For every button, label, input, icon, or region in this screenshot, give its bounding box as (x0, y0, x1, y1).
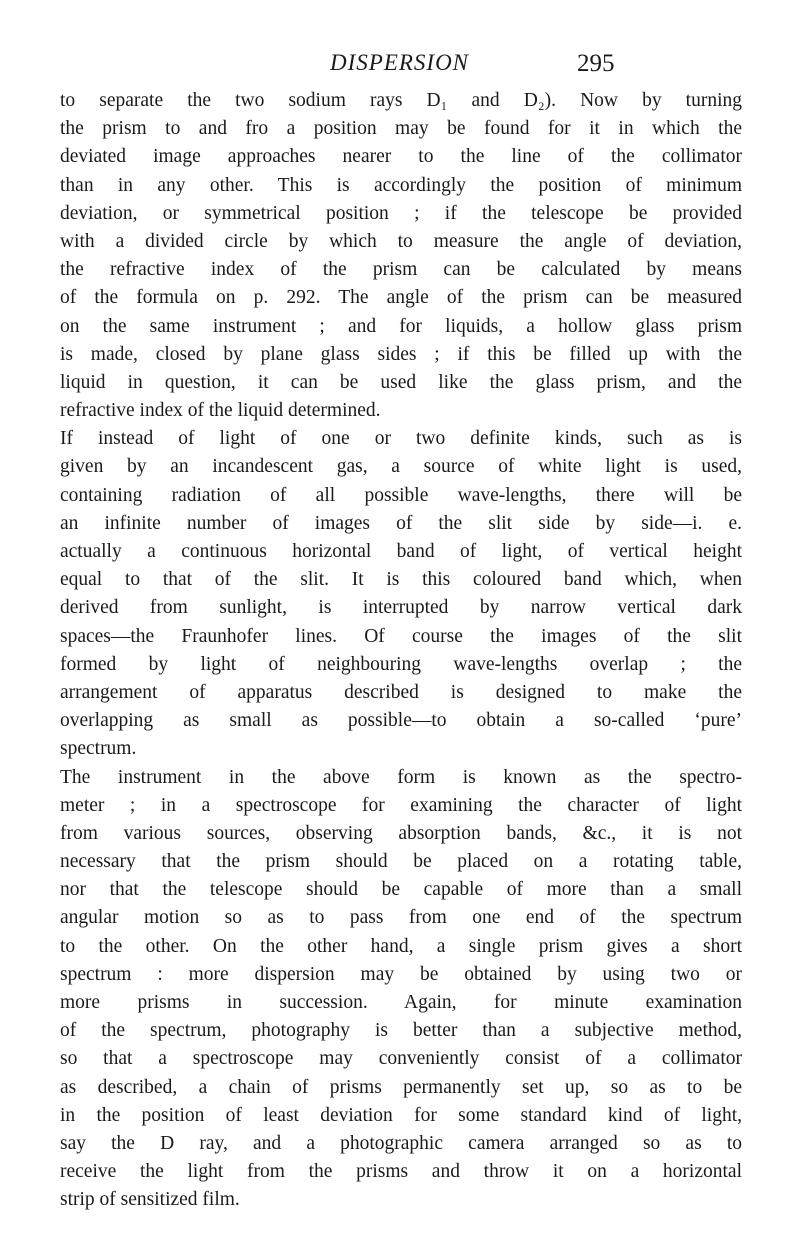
text-line: more prisms in succession. Again, for minute examination (60, 992, 742, 1013)
text-line: nor that the telescope should be capable of more than a small (60, 879, 742, 901)
text-line: formed by light of neighbouring wave-lengths overlap ; the (60, 653, 742, 675)
text-line: than in any other. This is accordingly the position of minimum (60, 174, 742, 196)
text-line: deviation, or symmetrical position ; if the telescope be provided (60, 202, 742, 224)
text-line: If instead of light of one or two definite kinds, such as is (60, 428, 742, 450)
text-line: given by an incandescent gas, a source of white light is used, (60, 456, 742, 478)
text-line: on the same instrument ; and for liquids, a hollow glass prism (60, 315, 742, 337)
text-line: actually a continuous horizontal band of light, of vertical height (60, 541, 742, 562)
text-line: with a divided circle by which to measure the angle of deviation, (60, 230, 742, 252)
text-line: of the formula on p. 292. The angle of the prism can be measured (60, 287, 742, 309)
text-line: arrangement of apparatus described is designed to make the (60, 681, 742, 703)
text-line: to the other. On the other hand, a single prism gives a short (60, 935, 742, 957)
text-line: from various sources, observing absorption bands, &c., it is not (60, 822, 742, 844)
text-line: overlapping as small as possible—to obtain a so-called ‘pure’ (60, 710, 742, 732)
text-line: is made, closed by plane glass sides ; if this be filled up with the (60, 343, 742, 365)
text-line: derived from sunlight, is interrupted by narrow vertical dark (60, 597, 742, 619)
text-line: deviated image approaches nearer to the line of the collimator (60, 146, 742, 168)
text-line: strip of sensitized film. (60, 1189, 240, 1211)
text-line: spectrum. (60, 738, 137, 760)
text-line: spectrum : more dispersion may be obtained by using two or (60, 963, 742, 985)
page-header (0, 50, 800, 90)
body-text (60, 87, 742, 1215)
text-line: to separate the two sodium rays D₁ and D₂). Now by turning (60, 90, 742, 111)
text-line: meter ; in a spectroscope for examining the character of light (60, 794, 742, 816)
running-title: DISPERSION (330, 50, 470, 75)
text-line: liquid in question, it can be used like the glass prism, and the (60, 371, 742, 393)
text-line: the prism to and fro a position may be found for it in which the (60, 118, 742, 140)
text-line: say the D ray, and a photographic camera arranged so as to (60, 1132, 742, 1154)
text-line: as described, a chain of prisms permanently set up, so as to be (60, 1076, 742, 1098)
text-line: equal to that of the slit. It is this coloured band which, when (60, 569, 742, 591)
text-line: the refractive index of the prism can be calculated by means (60, 259, 742, 281)
text-line: necessary that the prism should be placed on a rotating table, (60, 851, 742, 873)
text-line: so that a spectroscope may conveniently consist of a collimator (60, 1048, 742, 1070)
text-line: in the position of least deviation for some standard kind of light, (60, 1104, 742, 1126)
text-line: of the spectrum, photography is better than a subjective method, (60, 1020, 742, 1042)
text-line: angular motion so as to pass from one end of the spectrum (60, 907, 742, 929)
text-line: refractive index of the liquid determined. (60, 400, 381, 422)
page-number: 295 (577, 50, 615, 77)
text-line: containing radiation of all possible wave-lengths, there will be (60, 484, 742, 506)
text-line: spaces—the Fraunhofer lines. Of course the images of the slit (60, 625, 742, 647)
text-line: The instrument in the above form is known as the spectro- (60, 766, 742, 788)
text-line: receive the light from the prisms and throw it on a horizontal (60, 1161, 742, 1183)
text-line: an infinite number of images of the slit side by side—i. e. (60, 512, 742, 534)
